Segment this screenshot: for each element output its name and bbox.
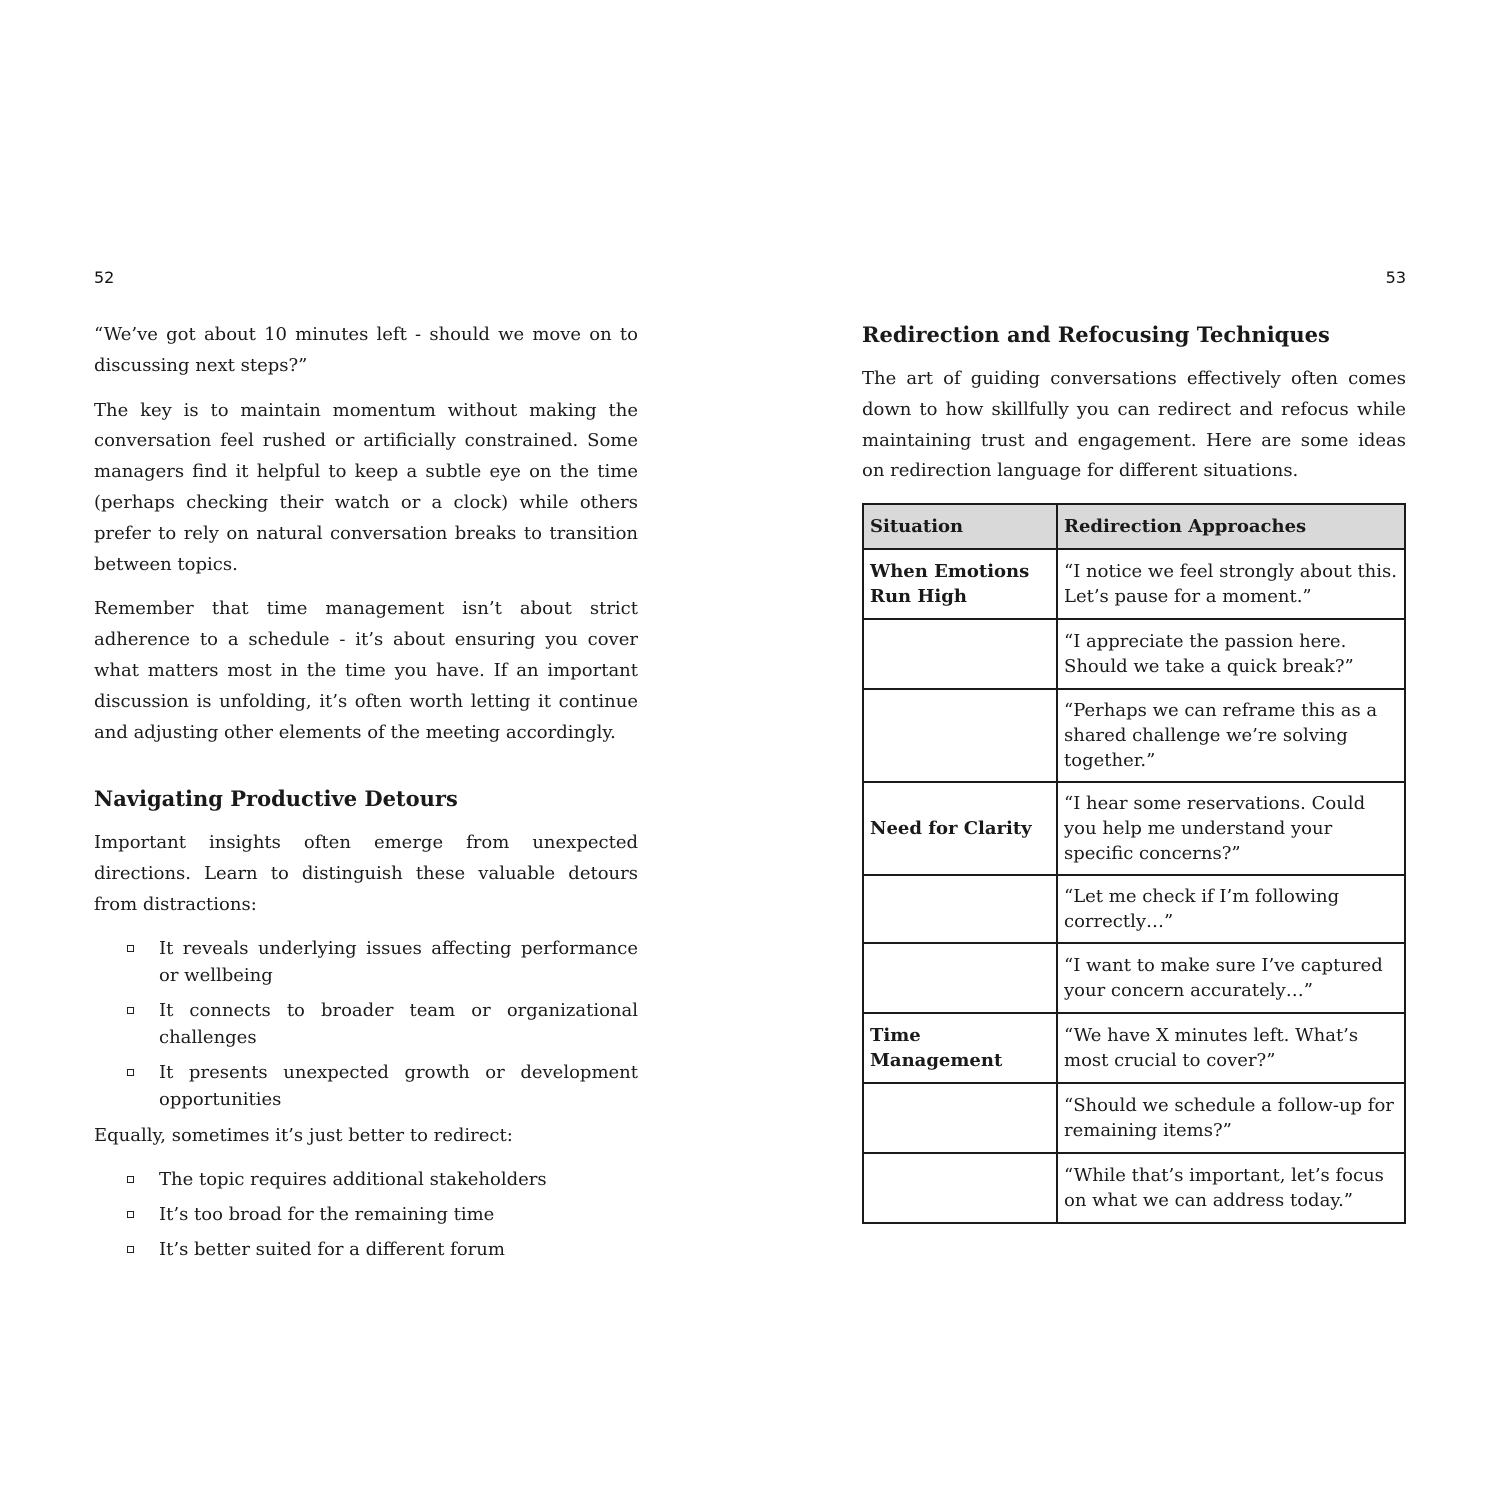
table-cell-situation: [863, 619, 1057, 689]
table-cell-approach: “While that’s important, let’s focus on what we can address today.”: [1057, 1153, 1405, 1223]
square-bullet-icon: [127, 1176, 134, 1183]
paragraph-redirect-intro: Equally, sometimes it’s just better to redirect:: [94, 1124, 513, 1146]
table-cell-approach: “I notice we feel strongly about this. Let’s pause for a moment.”: [1057, 549, 1405, 619]
spacer: [94, 762, 638, 784]
section-heading-detours: Navigating Productive Detours: [94, 786, 458, 812]
square-bullet-icon: [127, 1069, 134, 1076]
list-item: [127, 1059, 638, 1113]
left-page-content: [94, 320, 638, 1271]
redirect-bullet-list: [94, 1166, 638, 1263]
table-cell-situation: [863, 1153, 1057, 1223]
detour-bullet-list: [94, 935, 638, 1113]
left-page: [94, 0, 638, 1500]
paragraph: “We’ve got about 10 minutes left - should we move on to discussing next steps?”: [94, 324, 638, 376]
paragraph-redirection-intro: The art of guiding conversations effectively often comes down to how skillfully you can redirect and refocus while maintaining trust and engagement. Here are some ideas on redirection language for different situations.: [862, 368, 1406, 482]
right-page: [862, 0, 1406, 1500]
table-cell-approach: “I want to make sure I’ve captured your concern accurately…”: [1057, 943, 1405, 1013]
section-heading-redirection: Redirection and Refocusing Techniques: [862, 322, 1330, 347]
table-row: [863, 1013, 1405, 1083]
table-cell-situation: [863, 1083, 1057, 1153]
table-cell-approach: “We have X minutes left. What’s most crucial to cover?”: [1057, 1013, 1405, 1083]
paragraph: The key is to maintain momentum without making the conversation feel rushed or artificially constrained. Some managers find it helpful to keep a subtle eye on the time (perhaps checking their watch or a clock) while others prefer to rely on natural conversation breaks to transition between topics.: [94, 399, 638, 575]
table-cell-approach: “I appreciate the passion here. Should we take a quick break?”: [1057, 619, 1405, 689]
table-cell-situation: Need for Clarity: [863, 782, 1057, 875]
list-item-text: The topic requires additional stakeholders: [159, 1168, 547, 1190]
list-item-text: It’s too broad for the remaining time: [159, 1203, 495, 1225]
paragraph: Remember that time management isn’t about strict adherence to a schedule - it’s about ensuring you cover what matters most in the time you have. If an important discussion is unfolding, it’s often worth letting it continue and adjusting other elements of the meeting accordingly.: [94, 598, 638, 743]
list-item: [127, 935, 638, 989]
page-number-left: 52: [94, 268, 115, 287]
table-row: [863, 875, 1405, 943]
square-bullet-icon: [127, 945, 134, 952]
table-row: [863, 782, 1405, 875]
paragraph-detours-intro: Important insights often emerge from unexpected directions. Learn to distinguish these valuable detours from distractions:: [94, 832, 638, 915]
list-item: [127, 997, 638, 1051]
table-cell-situation: [863, 875, 1057, 943]
table-row: [863, 549, 1405, 619]
list-item-text: It presents unexpected growth or development opportunities: [159, 1061, 638, 1110]
table-cell-approach: “Should we schedule a follow-up for remaining items?”: [1057, 1083, 1405, 1153]
list-item: [127, 1236, 638, 1263]
list-item-text: It connects to broader team or organizational challenges: [159, 999, 638, 1048]
table-row: [863, 1153, 1405, 1223]
list-item: [127, 1166, 638, 1193]
table-row: [863, 943, 1405, 1013]
table-row: [863, 1083, 1405, 1153]
table-cell-situation: When Emotions Run High: [863, 549, 1057, 619]
square-bullet-icon: [127, 1246, 134, 1253]
table-header-situation: Situation: [863, 504, 1057, 549]
list-item: [127, 1201, 638, 1228]
right-page-content: [862, 320, 1406, 1224]
page-number-right: 53: [1385, 268, 1406, 287]
table-cell-approach: “I hear some reservations. Could you help me understand your specific concerns?”: [1057, 782, 1405, 875]
redirection-table: [862, 503, 1406, 1224]
table-cell-situation: [863, 689, 1057, 782]
square-bullet-icon: [127, 1007, 134, 1014]
table-cell-approach: “Let me check if I’m following correctly…”: [1057, 875, 1405, 943]
table-row: [863, 689, 1405, 782]
table-cell-situation: Time Management: [863, 1013, 1057, 1083]
list-item-text: It’s better suited for a different forum: [159, 1238, 505, 1260]
square-bullet-icon: [127, 1211, 134, 1218]
table-cell-situation: [863, 943, 1057, 1013]
table-row: [863, 619, 1405, 689]
table-header-approaches: Redirection Approaches: [1057, 504, 1405, 549]
list-item-text: It reveals underlying issues affecting performance or wellbeing: [159, 937, 638, 986]
table-cell-approach: “Perhaps we can reframe this as a shared challenge we’re solving together.”: [1057, 689, 1405, 782]
table-header-row: [863, 504, 1405, 549]
